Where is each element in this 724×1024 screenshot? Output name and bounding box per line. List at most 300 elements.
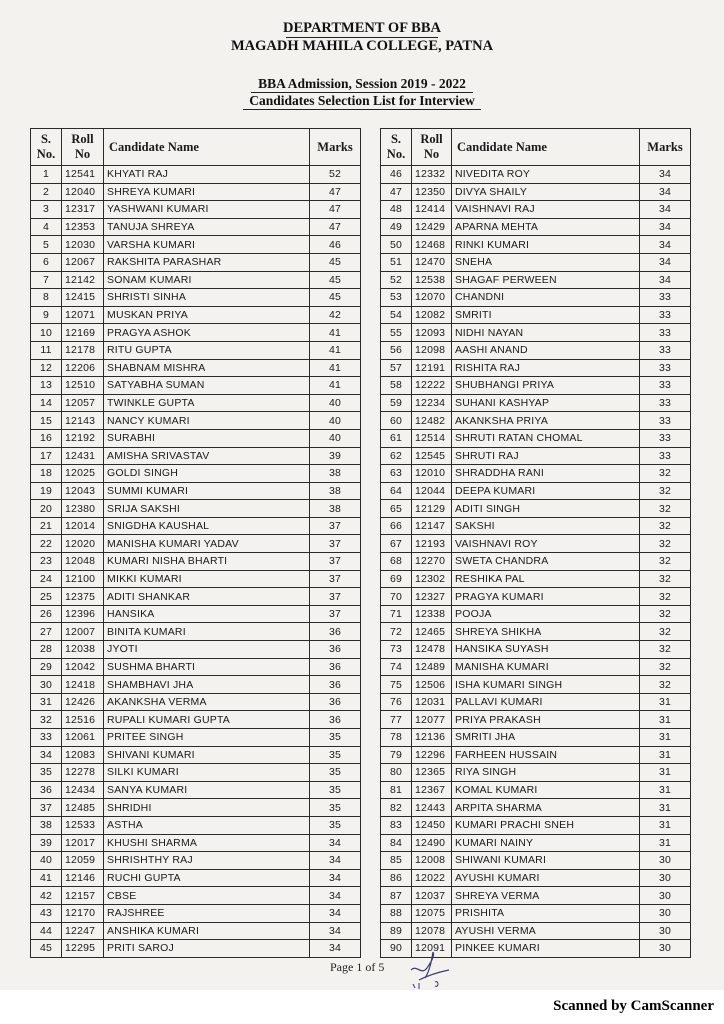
table-row: [381, 588, 691, 606]
row-marks: 47: [310, 183, 361, 201]
table-row: [381, 394, 691, 412]
row-roll-no: 12082: [412, 306, 452, 324]
row-roll-no: 12429: [412, 218, 452, 236]
table-row: [31, 201, 361, 219]
row-roll-no: 12489: [412, 658, 452, 676]
row-marks: 33: [640, 359, 691, 377]
table-row: [381, 517, 691, 535]
row-marks: 45: [310, 289, 361, 307]
table-row: [381, 922, 691, 940]
row-candidate-name: DEEPA KUMARI: [452, 482, 640, 500]
row-roll-no: 12193: [412, 535, 452, 553]
row-marks: 30: [640, 940, 691, 958]
table-header-row: [381, 129, 691, 166]
row-roll-no: 12147: [412, 517, 452, 535]
table-row: [31, 869, 361, 887]
row-marks: 45: [310, 271, 361, 289]
table-row: [381, 693, 691, 711]
row-roll-no: 12169: [62, 324, 104, 342]
row-marks: 34: [640, 271, 691, 289]
row-candidate-name: RISHITA RAJ: [452, 359, 640, 377]
row-candidate-name: SUMMI KUMARI: [104, 482, 310, 500]
row-marks: 34: [640, 218, 691, 236]
row-roll-no: 12178: [62, 341, 104, 359]
row-marks: 30: [640, 922, 691, 940]
row-roll-no: 12129: [412, 500, 452, 518]
table-row: [31, 482, 361, 500]
table-row: [381, 816, 691, 834]
row-marks: 34: [310, 940, 361, 958]
row-sno: 58: [381, 377, 412, 395]
table-row: [381, 711, 691, 729]
row-roll-no: 12043: [62, 482, 104, 500]
table-row: [31, 940, 361, 958]
row-candidate-name: RUPALI KUMARI GUPTA: [104, 711, 310, 729]
row-sno: 64: [381, 482, 412, 500]
row-roll-no: 12434: [62, 781, 104, 799]
row-candidate-name: SURABHI: [104, 429, 310, 447]
row-marks: 36: [310, 676, 361, 694]
row-roll-no: 12017: [62, 834, 104, 852]
row-candidate-name: SHABNAM MISHRA: [104, 359, 310, 377]
row-marks: 31: [640, 764, 691, 782]
row-marks: 31: [640, 834, 691, 852]
row-sno: 69: [381, 570, 412, 588]
row-sno: 7: [31, 271, 62, 289]
row-candidate-name: ADITI SINGH: [452, 500, 640, 518]
row-sno: 33: [31, 729, 62, 747]
row-candidate-name: PRAGYA ASHOK: [104, 324, 310, 342]
row-candidate-name: PRITEE SINGH: [104, 729, 310, 747]
row-roll-no: 12234: [412, 394, 452, 412]
row-marks: 32: [640, 623, 691, 641]
table-row: [381, 641, 691, 659]
row-marks: 33: [640, 394, 691, 412]
row-sno: 70: [381, 588, 412, 606]
row-marks: 35: [310, 781, 361, 799]
row-marks: 30: [640, 869, 691, 887]
row-roll-no: 12485: [62, 799, 104, 817]
row-sno: 5: [31, 236, 62, 254]
row-sno: 41: [31, 869, 62, 887]
row-sno: 84: [381, 834, 412, 852]
table-row: [381, 904, 691, 922]
col-sno-header: S. No.: [381, 129, 412, 166]
row-roll-no: 12014: [62, 517, 104, 535]
row-sno: 31: [31, 693, 62, 711]
row-candidate-name: PRIYA PRAKASH: [452, 711, 640, 729]
table-row: [381, 781, 691, 799]
col-marks-header: Marks: [640, 129, 691, 166]
row-sno: 62: [381, 447, 412, 465]
row-marks: 31: [640, 746, 691, 764]
row-candidate-name: CHANDNI: [452, 289, 640, 307]
row-sno: 24: [31, 570, 62, 588]
table-row: [381, 289, 691, 307]
row-roll-no: 12490: [412, 834, 452, 852]
row-sno: 18: [31, 465, 62, 483]
row-sno: 72: [381, 623, 412, 641]
row-marks: 34: [310, 852, 361, 870]
table-row: [31, 447, 361, 465]
row-sno: 80: [381, 764, 412, 782]
table-row: [381, 183, 691, 201]
row-sno: 88: [381, 904, 412, 922]
row-roll-no: 12533: [62, 816, 104, 834]
table-row: [381, 605, 691, 623]
row-sno: 25: [31, 588, 62, 606]
row-candidate-name: HANSIKA: [104, 605, 310, 623]
row-marks: 35: [310, 799, 361, 817]
row-sno: 13: [31, 377, 62, 395]
row-roll-no: 12192: [62, 429, 104, 447]
row-marks: 34: [310, 834, 361, 852]
row-roll-no: 12091: [412, 940, 452, 958]
row-sno: 48: [381, 201, 412, 219]
row-marks: 33: [640, 306, 691, 324]
row-candidate-name: NIVEDITA ROY: [452, 166, 640, 184]
row-marks: 33: [640, 412, 691, 430]
row-roll-no: 12042: [62, 658, 104, 676]
table-row: [381, 201, 691, 219]
row-marks: 38: [310, 500, 361, 518]
row-marks: 38: [310, 482, 361, 500]
row-marks: 31: [640, 781, 691, 799]
row-sno: 90: [381, 940, 412, 958]
row-roll-no: 12048: [62, 553, 104, 571]
row-candidate-name: AYUSHI VERMA: [452, 922, 640, 940]
row-sno: 60: [381, 412, 412, 430]
row-roll-no: 12415: [62, 289, 104, 307]
table-row: [381, 764, 691, 782]
table-row: [31, 253, 361, 271]
row-marks: 41: [310, 377, 361, 395]
table-row: [31, 570, 361, 588]
row-marks: 37: [310, 570, 361, 588]
row-roll-no: 12365: [412, 764, 452, 782]
row-marks: 36: [310, 641, 361, 659]
college-title: MAGADH MAHILA COLLEGE, PATNA: [230, 38, 494, 54]
row-candidate-name: RAJSHREE: [104, 904, 310, 922]
row-marks: 41: [310, 341, 361, 359]
row-marks: 37: [310, 535, 361, 553]
table-row: [31, 887, 361, 905]
row-marks: 33: [640, 324, 691, 342]
row-candidate-name: SILKI KUMARI: [104, 764, 310, 782]
row-marks: 31: [640, 729, 691, 747]
row-roll-no: 12443: [412, 799, 452, 817]
table-row: [31, 166, 361, 184]
row-marks: 39: [310, 447, 361, 465]
row-roll-no: 12338: [412, 605, 452, 623]
row-marks: 32: [640, 641, 691, 659]
row-marks: 40: [310, 429, 361, 447]
row-roll-no: 12278: [62, 764, 104, 782]
row-roll-no: 12146: [62, 869, 104, 887]
table-row: [381, 465, 691, 483]
row-marks: 41: [310, 324, 361, 342]
row-candidate-name: PALLAVI KUMARI: [452, 693, 640, 711]
row-sno: 63: [381, 465, 412, 483]
row-sno: 78: [381, 729, 412, 747]
row-marks: 31: [640, 816, 691, 834]
row-roll-no: 12465: [412, 623, 452, 641]
table-row: [31, 324, 361, 342]
table-row: [31, 904, 361, 922]
row-sno: 12: [31, 359, 62, 377]
row-marks: 31: [640, 799, 691, 817]
row-sno: 44: [31, 922, 62, 940]
row-candidate-name: AKANKSHA PRIYA: [452, 412, 640, 430]
row-roll-no: 12431: [62, 447, 104, 465]
list-title-underline: [243, 109, 481, 110]
row-roll-no: 12070: [412, 289, 452, 307]
row-sno: 79: [381, 746, 412, 764]
row-marks: 34: [640, 183, 691, 201]
row-roll-no: 12071: [62, 306, 104, 324]
row-roll-no: 12426: [62, 693, 104, 711]
table-row: [381, 218, 691, 236]
row-sno: 27: [31, 623, 62, 641]
row-roll-no: 12482: [412, 412, 452, 430]
row-sno: 4: [31, 218, 62, 236]
row-sno: 47: [381, 183, 412, 201]
table-header-row: [31, 129, 361, 166]
row-roll-no: 12031: [412, 693, 452, 711]
row-roll-no: 12010: [412, 465, 452, 483]
row-marks: 33: [640, 341, 691, 359]
row-sno: 20: [31, 500, 62, 518]
row-roll-no: 12510: [62, 377, 104, 395]
table-row: [31, 658, 361, 676]
row-marks: 32: [640, 535, 691, 553]
row-candidate-name: JYOTI: [104, 641, 310, 659]
row-roll-no: 12470: [412, 253, 452, 271]
table-row: [31, 852, 361, 870]
table-row: [381, 482, 691, 500]
row-candidate-name: SHRISHTHY RAJ: [104, 852, 310, 870]
row-candidate-name: FARHEEN HUSSAIN: [452, 746, 640, 764]
row-candidate-name: KUMARI PRACHI SNEH: [452, 816, 640, 834]
table-row: [381, 729, 691, 747]
row-sno: 34: [31, 746, 62, 764]
row-candidate-name: YASHWANI KUMARI: [104, 201, 310, 219]
row-sno: 8: [31, 289, 62, 307]
row-candidate-name: SHAMBHAVI JHA: [104, 676, 310, 694]
table-row: [381, 852, 691, 870]
row-candidate-name: TANUJA SHREYA: [104, 218, 310, 236]
row-roll-no: 12157: [62, 887, 104, 905]
col-sno-header: S. No.: [31, 129, 62, 166]
row-sno: 1: [31, 166, 62, 184]
row-roll-no: 12007: [62, 623, 104, 641]
row-marks: 33: [640, 289, 691, 307]
row-roll-no: 12302: [412, 570, 452, 588]
row-sno: 89: [381, 922, 412, 940]
row-sno: 35: [31, 764, 62, 782]
table-row: [31, 183, 361, 201]
row-marks: 32: [640, 605, 691, 623]
row-marks: 32: [640, 517, 691, 535]
table-row: [381, 658, 691, 676]
row-candidate-name: DIVYA SHAILY: [452, 183, 640, 201]
table-row: [31, 693, 361, 711]
row-sno: 83: [381, 816, 412, 834]
table-row: [31, 218, 361, 236]
row-roll-no: 12296: [412, 746, 452, 764]
row-sno: 73: [381, 641, 412, 659]
row-marks: 47: [310, 218, 361, 236]
row-roll-no: 12025: [62, 465, 104, 483]
row-sno: 74: [381, 658, 412, 676]
row-sno: 28: [31, 641, 62, 659]
table-row: [31, 535, 361, 553]
row-marks: 32: [640, 500, 691, 518]
row-roll-no: 12143: [62, 412, 104, 430]
row-candidate-name: ASTHA: [104, 816, 310, 834]
row-sno: 50: [381, 236, 412, 254]
row-candidate-name: RUCHI GUPTA: [104, 869, 310, 887]
row-candidate-name: SHREYA KUMARI: [104, 183, 310, 201]
row-marks: 33: [640, 429, 691, 447]
row-roll-no: 12059: [62, 852, 104, 870]
row-roll-no: 12222: [412, 377, 452, 395]
row-candidate-name: POOJA: [452, 605, 640, 623]
table-row: [381, 429, 691, 447]
row-marks: 31: [640, 693, 691, 711]
table-row: [381, 799, 691, 817]
row-candidate-name: TWINKLE GUPTA: [104, 394, 310, 412]
row-candidate-name: SUHANI KASHYAP: [452, 394, 640, 412]
row-marks: 32: [640, 482, 691, 500]
row-roll-no: 12067: [62, 253, 104, 271]
table-row: [31, 412, 361, 430]
row-marks: 34: [640, 236, 691, 254]
row-marks: 32: [640, 658, 691, 676]
table-row: [31, 517, 361, 535]
row-candidate-name: MANISHA KUMARI YADAV: [104, 535, 310, 553]
row-marks: 35: [310, 729, 361, 747]
row-candidate-name: PRAGYA KUMARI: [452, 588, 640, 606]
table-row: [31, 781, 361, 799]
row-roll-no: 12367: [412, 781, 452, 799]
row-sno: 23: [31, 553, 62, 571]
table-row: [31, 816, 361, 834]
row-sno: 53: [381, 289, 412, 307]
row-roll-no: 12396: [62, 605, 104, 623]
row-sno: 9: [31, 306, 62, 324]
row-roll-no: 12478: [412, 641, 452, 659]
row-roll-no: 12247: [62, 922, 104, 940]
row-marks: 33: [640, 447, 691, 465]
row-marks: 34: [640, 166, 691, 184]
col-name-header: Candidate Name: [452, 129, 640, 166]
table-row: [31, 341, 361, 359]
table-row: [381, 359, 691, 377]
row-sno: 52: [381, 271, 412, 289]
row-marks: 30: [640, 887, 691, 905]
row-roll-no: 12541: [62, 166, 104, 184]
row-sno: 40: [31, 852, 62, 870]
row-marks: 32: [640, 570, 691, 588]
row-roll-no: 12375: [62, 588, 104, 606]
table-row: [31, 465, 361, 483]
row-candidate-name: SHIWANI KUMARI: [452, 852, 640, 870]
row-sno: 32: [31, 711, 62, 729]
row-marks: 35: [310, 746, 361, 764]
row-candidate-name: SHIVANI KUMARI: [104, 746, 310, 764]
row-sno: 43: [31, 904, 62, 922]
row-sno: 2: [31, 183, 62, 201]
page-number: Page 1 of 5: [330, 960, 385, 974]
row-sno: 85: [381, 852, 412, 870]
row-candidate-name: SHRUTI RATAN CHOMAL: [452, 429, 640, 447]
table-row: [31, 729, 361, 747]
row-candidate-name: SONAM KUMARI: [104, 271, 310, 289]
table-row: [381, 535, 691, 553]
row-marks: 52: [310, 166, 361, 184]
table-row: [381, 253, 691, 271]
row-marks: 37: [310, 553, 361, 571]
table-row: [31, 676, 361, 694]
row-candidate-name: ARPITA SHARMA: [452, 799, 640, 817]
table-row: [31, 359, 361, 377]
row-candidate-name: SANYA KUMARI: [104, 781, 310, 799]
row-candidate-name: AASHI ANAND: [452, 341, 640, 359]
row-candidate-name: HANSIKA SUYASH: [452, 641, 640, 659]
table-row: [381, 553, 691, 571]
table-row: [381, 834, 691, 852]
row-candidate-name: SHRISTI SINHA: [104, 289, 310, 307]
table-row: [31, 764, 361, 782]
row-roll-no: 12008: [412, 852, 452, 870]
col-marks-header: Marks: [310, 129, 361, 166]
table-row: [381, 271, 691, 289]
row-marks: 32: [640, 465, 691, 483]
row-sno: 29: [31, 658, 62, 676]
row-roll-no: 12142: [62, 271, 104, 289]
row-sno: 65: [381, 500, 412, 518]
row-sno: 26: [31, 605, 62, 623]
row-sno: 66: [381, 517, 412, 535]
row-candidate-name: PRISHITA: [452, 904, 640, 922]
row-candidate-name: PRITI SAROJ: [104, 940, 310, 958]
row-candidate-name: BINITA KUMARI: [104, 623, 310, 641]
row-marks: 38: [310, 465, 361, 483]
table-row: [381, 746, 691, 764]
row-candidate-name: RITU GUPTA: [104, 341, 310, 359]
row-sno: 87: [381, 887, 412, 905]
row-marks: 47: [310, 201, 361, 219]
row-sno: 77: [381, 711, 412, 729]
table-row: [31, 799, 361, 817]
row-roll-no: 12332: [412, 166, 452, 184]
row-marks: 37: [310, 588, 361, 606]
row-roll-no: 12057: [62, 394, 104, 412]
row-marks: 34: [640, 201, 691, 219]
row-candidate-name: SHREYA VERMA: [452, 887, 640, 905]
row-candidate-name: SHUBHANGI PRIYA: [452, 377, 640, 395]
row-roll-no: 12450: [412, 816, 452, 834]
candidates-table-right: [380, 128, 691, 958]
row-candidate-name: MANISHA KUMARI: [452, 658, 640, 676]
row-roll-no: 12136: [412, 729, 452, 747]
table-row: [381, 412, 691, 430]
row-roll-no: 12044: [412, 482, 452, 500]
row-roll-no: 12040: [62, 183, 104, 201]
row-marks: 35: [310, 816, 361, 834]
row-sno: 46: [381, 166, 412, 184]
